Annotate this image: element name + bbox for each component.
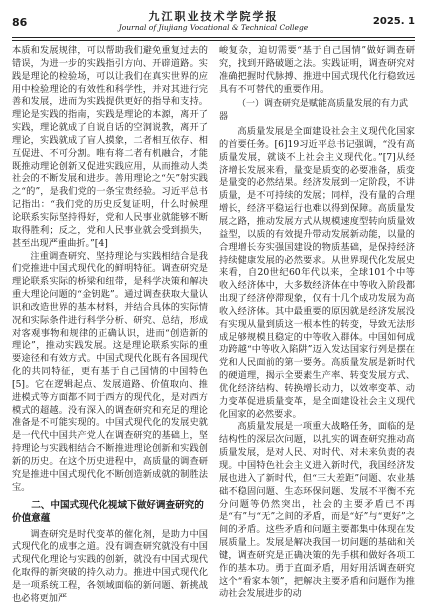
- right-section-heading: （一）调查研究是赋能高质量发展的有力武器: [219, 99, 409, 123]
- right-column: [219, 45, 415, 609]
- journal-title-en: Journal of Jiujiang Vocational & Technical College: [118, 23, 309, 32]
- right-paragraph: 高质量发展是全面建设社会主义现代化国家的首要任务。[6]19习近平总书记强调，“没有高质量发展，就谈不上社会主义现代化。”[7]从经济增长发展来看，量变是质变的必要准备，质变是量变的必然结果。经济发展到一定阶段，不讲质量，是不可持续的发展；同样，没有量的合理增长，经济平稳运行也难以得到保障。高质量发展之路，推动发展方式从规模速度型转向质量效益型，以质的有效提升带动发展新动能，以量的合理增长夯实强国建设的物质基础，是保持经济持续健康发展的必然要求。从世界现代化发展史来看，自20世纪60年代以来，全球101个中等收入经济体中，大多数经济体在中等收入阶段都出现了经济停滞现象，仅有十几个成功发展为高收入经济体。其中最重要的原因就是经济发展没有实现从量到质这一根本性的转变，导致无法形成足够规模且稳定的中等收入群体。中国如何成功跨越“中等收入陷阱”迈入发达国家行列是摆在党和人民面前的第一要务。高质量发展是新时代的硬道理，揭示全要素生产率、转变发展方式、优化经济结构、转换增长动力，以效率变革、动力变革促进质量变革，是全面建设社会主义现代化国家的必然要求。: [219, 126, 415, 420]
- left-paragraph: 本质和发展规律，可以帮助我们避免重复过去的错误，为进一步的实践指引方向、开辟道路。实践是理论的检验场，可以让我们在真实世界的应用中检验理论的有效性和科学性，并对其进行完善和发展，进而为实践提供更好的指导和支持。理论是实践的指南，实践是理论的本源，离开了实践，理论就成了自说自话的空洞说教，离开了理论，实践就成了盲人摸象，二者相互依存、相互促进、不可分割。唯有将二者有机融合，才能既推动理论创新又促进实践应用，从而推动人类社会的不断发展和进步。善用理论之“矢”射实践之“的”，是我们党的一条宝贵经验。习近平总书记指出：“我们党的历史反复证明，什么时候理论联系实际坚持得好，党和人民事业就能够不断取得胜利；反之，党和人民事业就会受到损失，甚至出现严重曲折。”[4]: [12, 45, 208, 249]
- header-rule-thick: [12, 37, 415, 38]
- left-column: [12, 45, 208, 609]
- page-header: [12, 6, 415, 36]
- left-paragraph: 注重调查研究、坚持理论与实践相结合是我们党推进中国式现代化的鲜明特征。调查研究是理论联系实际的桥梁和纽带，是科学决策和解决重大理论问题的“金钥匙”。通过调查获取大量认识和改造世界的基本材料，并结合具体的实际情况和实际条件进行科学分析、研究、总结，形成对客观事物和规律的正确认识，进而“创造新的理论”，推动实践发展。这是理论联系实际的重要途径和有效方式。中国式现代化既有各国现代化的共同特征，更有基于自己国情的中国特色[5]。它在逻辑起点、发展道路、价值取向、推进模式等方面都不同于西方的现代化，是对西方模式的超越。没有深入的调查研究和充足的理论准备是不可能实现的。中国式现代化的发展史就是一代代中国共产党人在调查研究的基础上，坚持理论与实践相结合不断推进理论创新和实践创新的历史。在这个历史进程中，高质量的调查研究是推进中国式现代化不断创造新成就的制胜法宝。: [12, 250, 208, 493]
- right-paragraph: 峻复杂，迫切需要“基于自己国情”做好调查研究，找到开路破题之法。实践证明，调查研究对准确把握时代脉搏、推进中国式现代化行稳致远具有不可替代的重要作用。: [219, 45, 415, 95]
- journal-title-cn: 九江职业技术学院学报: [148, 10, 279, 23]
- header-rule-thin: [12, 40, 415, 41]
- issue-number: 2025. 1: [372, 16, 415, 27]
- page-number: 86: [12, 16, 28, 29]
- left-section-heading: 二、中国式现代化视域下做好调查研究的价值意蕴: [12, 499, 204, 524]
- right-paragraph: 高质量发展是一项重大战略任务，面临的是结构性的深层次问题，以扎实的调查研究推动高质量发展，是对人民、对时代、对未来负责的表现。中国特色社会主义进入新时代，我国经济发展也进入了新时代，但“三大差距”问题、农业基础不稳固问题、生态环保问题、发展不平衡不充分问题等仍然突出，社会的主要矛盾已不再是“有”与“无”之间的矛盾，而是“好”与“更好”之间的矛盾。这些矛盾和问题主要都集中体现在发展质量上。发展是解决我国一切问题的基础和关键，调查研究是正确决策的先手棋和做好各项工作的基本功。勇于直面矛盾，用好用活调查研究这个“看家本领”，把解决主要矛盾和问题作为推动社会发展进步的动: [219, 421, 415, 600]
- left-paragraph: 调查研究是时代变革的催化剂，是助力中国式现代化的成事之道。没有调查研究就没有中国式现代化理论与实践的创新，就没有中国式现代化取得的新突破的持久动力。推进中国式现代化是一项系统工程，各领域面临的新问题、新挑战也必将更加严: [12, 528, 208, 604]
